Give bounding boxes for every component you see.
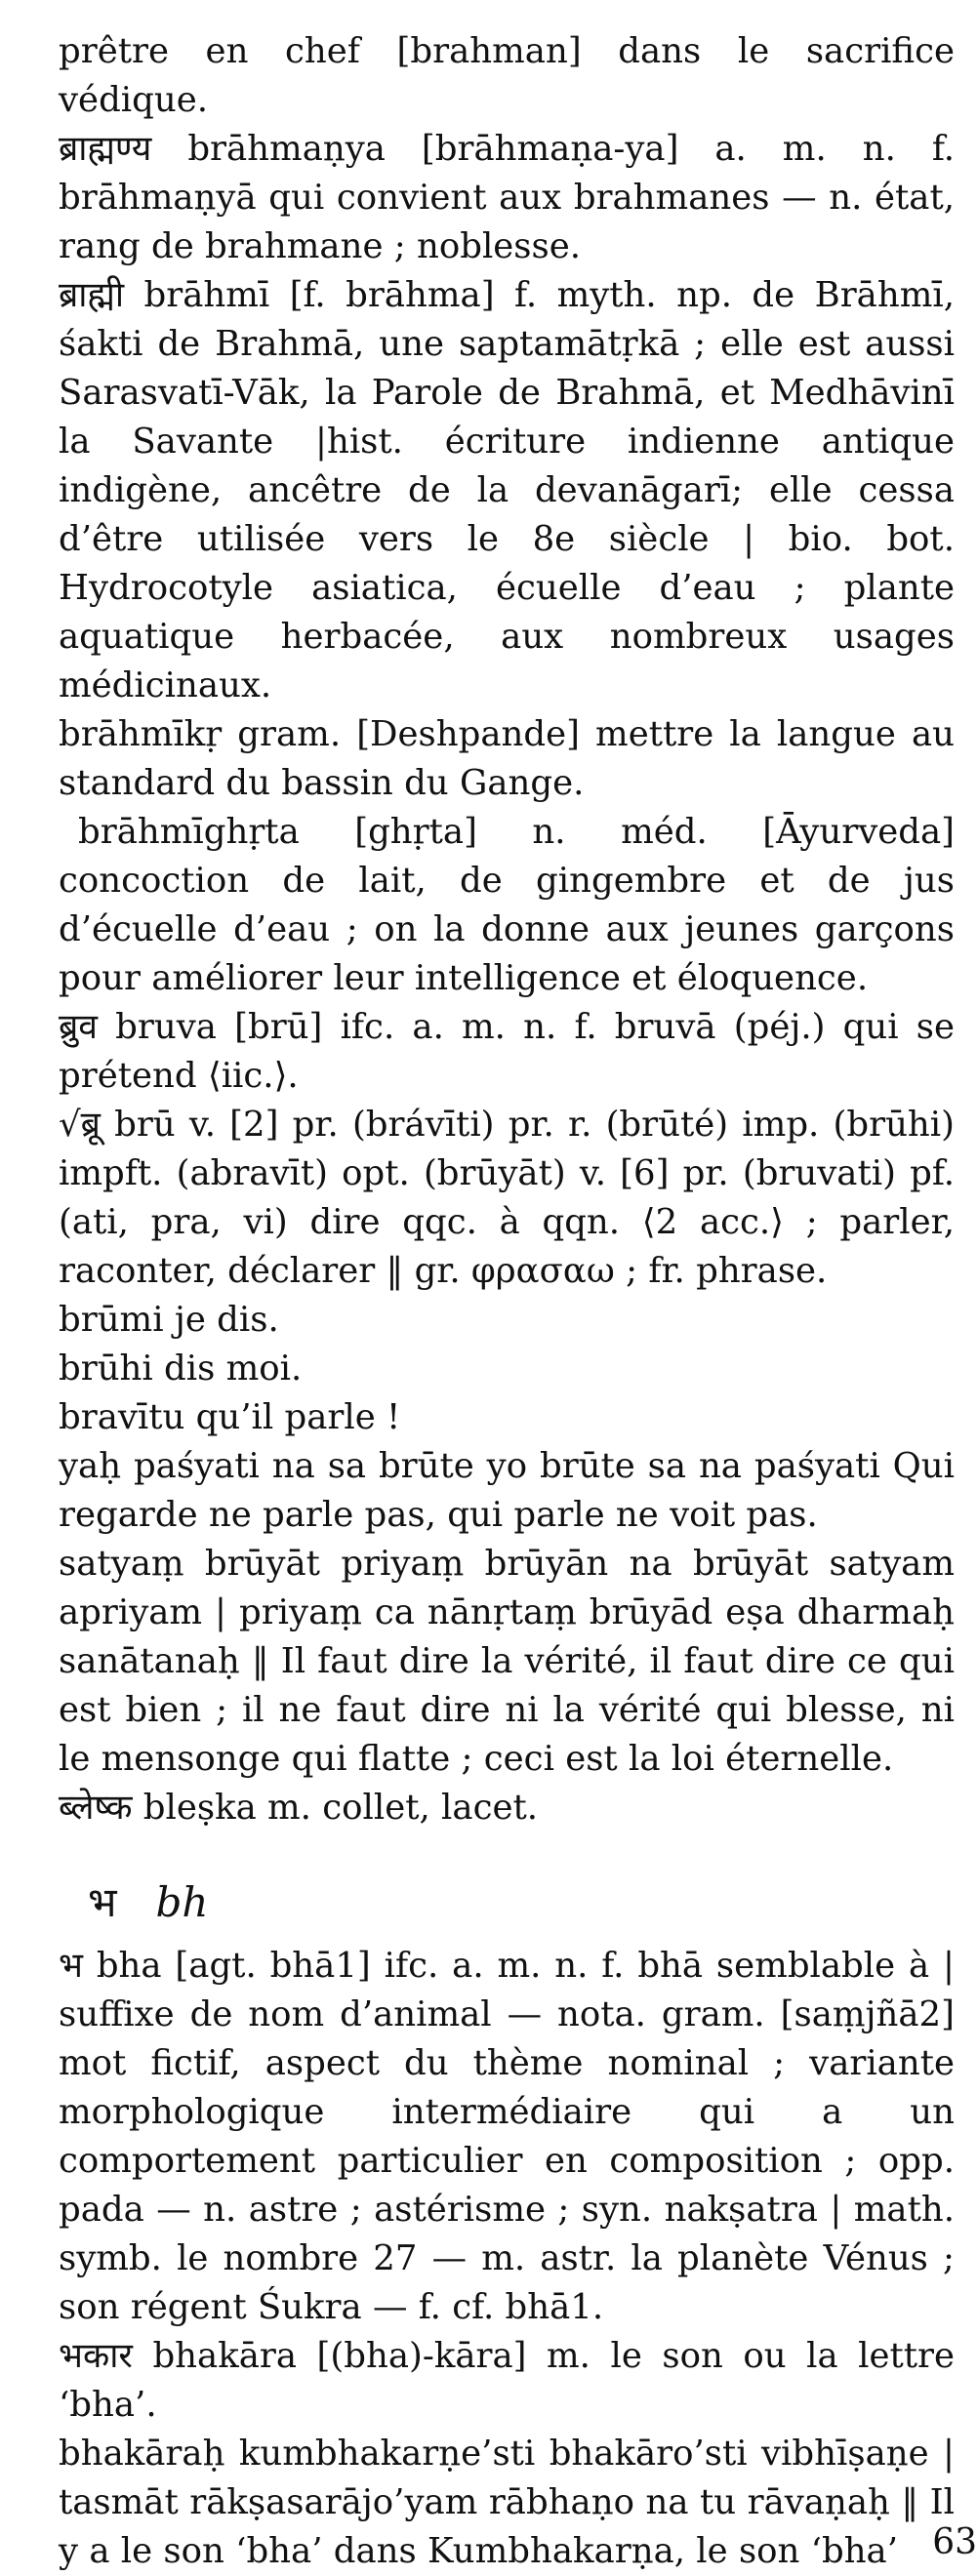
entry-bruva: ब्रुव bruva [brū] ifc. a. m. n. f. bruvā (péj.) qui se prétend ⟨iic.⟩. [59, 1007, 955, 1096]
entry-brahmikr: brāhmīkṛ gram. [Deshpande] mettre la langue au standard du bassin du Gange. [59, 714, 955, 803]
example-bravitu: bravītu qu’il parle ! [59, 1397, 401, 1437]
dictionary-page [59, 27, 955, 2576]
entry-brahmighrta: brāhmīghṛta [ghṛta] n. méd. [Āyurveda] concoction de lait, de gingembre et de jus d’écuelle d’eau ; on la donne aux jeunes garçons pour améliorer leur intelligence et éloquence. [59, 812, 955, 998]
entry-brahmi: ब्राह्मी brāhmī [f. brāhma] f. myth. np. de Brāhmī, śakti de Brahmā, une saptamātṛkā ; elle est aussi Sarasvatī-Vāk, la Parole de Brahmā, et Medhāvinī la Savante |hist. écriture indienne antique indigène, ancêtre de la devanāgarī; elle cessa d’être utilisée vers le 8e siècle | bio. bot. Hydrocotyle asiatica, écuelle d’eau ; plante aquatique herbacée, aux nombreux usages médicinaux. [59, 275, 955, 705]
example-brumi: brūmi je dis. [59, 1300, 279, 1340]
entry-continuation: prêtre en chef [brahman] dans le sacrifice védique. [59, 31, 955, 120]
page-number: 63 [932, 2522, 977, 2562]
section-heading-bh [59, 1873, 955, 1932]
example-satyam-bruyat: satyaṃ brūyāt priyaṃ brūyān na brūyāt satyam apriyam | priyaṃ ca nānṛtaṃ brūyād eṣa dharmaḥ sanātanaḥ ‖ Il faut dire la vérité, il faut dire ce qui est bien ; il ne faut dire ni la vérité qui blesse, ni le mensonge qui flatte ; ceci est la loi éternelle. [59, 1544, 955, 1779]
entry-brahmanya: ब्राह्मण्य brāhmaṇya [brāhmaṇa-ya] a. m. n. f. brāhmaṇyā qui convient aux brahmanes — n. état, rang de brahmane ; noblesse. [59, 129, 955, 266]
entry-bha: भ bha [agt. bhā1] ifc. a. m. n. f. bhā semblable à | suffixe de nom d’animal — nota. gram. [saṃjñā2] mot fictif, aspect du thème nominal ; variante morphologique intermédiaire qui a un comportement particulier en composition ; opp. pada — n. astre ; astérisme ; syn. nakṣatra | math. symb. le nombre 27 — m. astr. la planète Vénus ; son régent Śukra — f. cf. bhā1. [59, 1946, 955, 2327]
entry-bleska: ब्लेष्क bleṣka m. collet, lacet. [59, 1788, 539, 1828]
section-heading-latin: bh [155, 1878, 209, 1926]
entry-bru: √ब्रू brū v. [2] pr. (brávīti) pr. r. (brūté) imp. (brūhi) impft. (abravīt) opt. (brūyāt) v. [6] pr. (bruvati) pf. (ati, pra, vi) dire qqc. à qqn. ⟨2 acc.⟩ ; parler, raconter, déclarer ‖ gr. φρασαω ; fr. phrase. [59, 1105, 955, 1291]
example-yah-pasyati: yaḥ paśyati na sa brūte yo brūte sa na paśyati Qui regarde ne parle pas, qui parle ne voit pas. [59, 1446, 955, 1535]
example-bruhi: brūhi dis moi. [59, 1348, 303, 1389]
entry-bhakara: भकार bhakāra [(bha)-kāra] m. le son ou la lettre ‘bha’. [59, 2336, 955, 2425]
example-bhakarah: bhakāraḥ kumbhakarṇe’sti bhakāro’sti vibhīṣaṇe | tasmāt rākṣasarājo’yam rābhaṇo na tu rāvaṇaḥ ‖ Il y a le son ‘bha’ dans Kumbhakarṇa, le son ‘bha’ [59, 2434, 955, 2571]
section-heading-devanagari: भ [88, 1878, 117, 1926]
